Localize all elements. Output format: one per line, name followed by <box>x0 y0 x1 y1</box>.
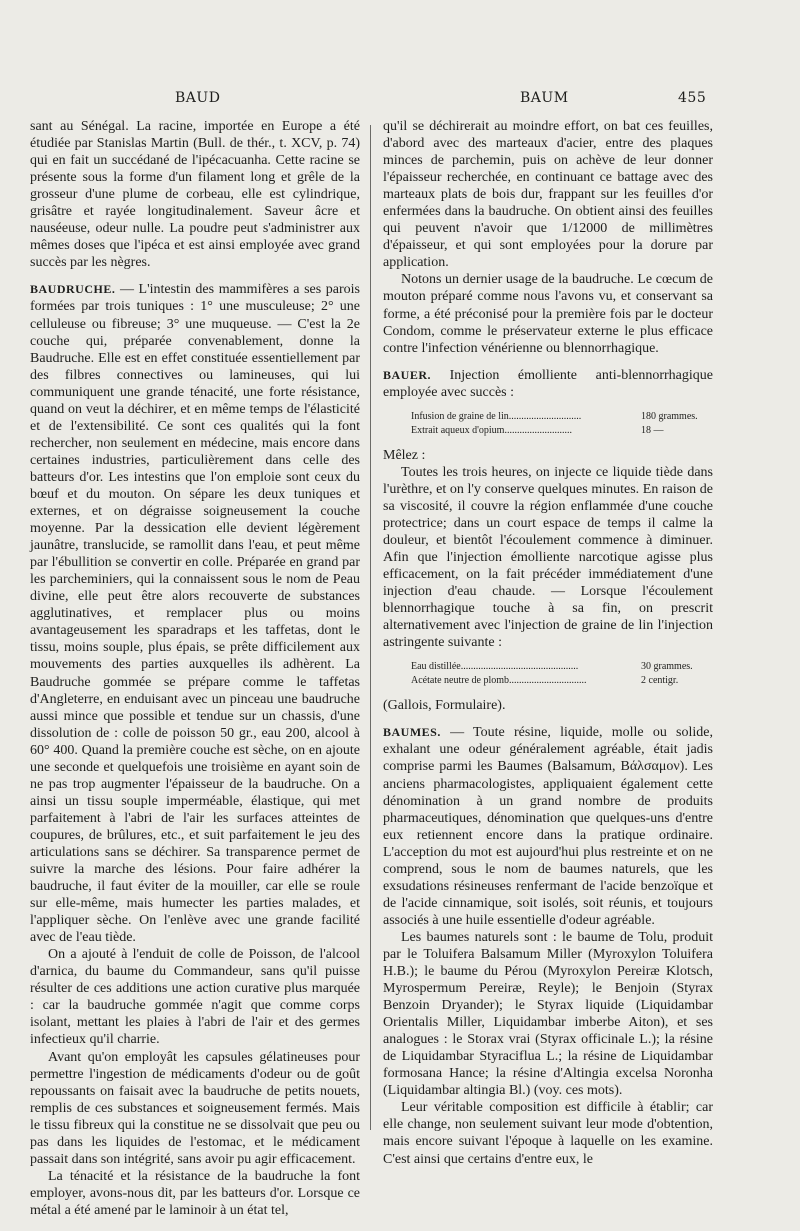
recipe-row <box>411 660 713 674</box>
page-number: 455 <box>678 90 707 106</box>
quantity: 18 — <box>641 424 664 436</box>
entry-head: BAUMES. <box>383 725 441 740</box>
recipe-table <box>411 410 713 438</box>
paragraph-text: Injection émolliente anti-blennorrhagique employée avec succès : <box>383 367 713 400</box>
running-head-center: BAUM <box>520 90 569 106</box>
paragraph: sant au Sénégal. La racine, importée en Europe a été étudiée par Stanislas Martin (Bull. de thér., t. XCV, p. 74) qui en fait un succédané de l'ipécacuanha. Cette racine se présente sous la forme d'un filament long et grêle de la grosseur d'une plume de corbeau, elle est cylindrique, grisâtre et rayée longitudinalement. Saveur âcre et nauséeuse, odeur nulle. La poudre peut s'administrer aux mêmes doses que l'ipéca et est ainsi employée avec grand succès par les nègres. <box>30 119 360 271</box>
recipe-row <box>411 674 713 688</box>
paragraph: qu'il se déchirerait au moindre effort, on bat ces feuilles, d'abord avec des marteaux d'acier, entre des plaques minces de parchemin, puis on achève de leur donner l'épaisseur recherchée, en continuant ce battage avec des marteaux plats de bois dur, frappant sur les feuilles d'or enfermées dans la baudruche. On obtient ainsi des feuilles qui peuvent n'avoir que 1/12000 de millimètres d'épaisseur, et qui sont employées pour la dorure par application. <box>383 119 713 271</box>
paragraph-text: — L'intestin des mammifères a ses parois formées par trois tuniques : 1° une musculeuse; 2° une celluleuse ou fibreuse; 3° une muqueuse. — C'est la 2e couche qui, préparée convenablement, donne la Baudruche. Elle est en effet constituée essentiellement par des filbres connectives ou lamineuses, qui lui communiquent une grande ténacité, une forte résistance, quand on veut la déchirer, et en même temps de l'élasticité et de l'extensibilité. Ce sont ces qualités qui la font rechercher, non seulement en médecine, mais encore dans certaines industries, particulièrement dans celle des batteurs d'or. Les intestins que l'on emploie sont ceux du bœuf et du mouton. On sépare les deux tuniques et externes, et on dégraisse soigneusement la couche moyenne. Par la dessication elle devient légèrement jaunâtre, translucide, se ramollit dans l'eau, et peut même par l'ébullition se convertir en colle. Préparée en grand par les parcheminiers, qui la connaissent sous le nom de Peau divine, elle peut être alors recouverte de substances agglutinatives, et remplacer plus ou moins avantageusement les sparadraps et les taffetas, dont le tissu, moins souple, plus épais, se prête difficilement aux mouvements des parties auxquelles ils adhèrent. La Baudruche gommée se prépare comme le taffetas d'Angleterre, en enduisant avec un pinceau une baudruche aussi mince que possible et tendue sur un chassis, d'une dissolution de : colle de poisson 50 gr., eau 200, alcool à 60° 400. Quand la première couche est sèche, on en ajoute une seconde et quelquefois une troisième en ayant soin de ne pas trop augmenter l'épaisseur de la baudruche. On a ainsi un tissu souple imperméable, élastique, qui met parfaitement à l'abri de l'air les surfaces atteintes de coupures, de brûlures, etc., et suit parfaitement le jeu des articulations sans se déchirer. Sa transparence permet de suivre la marche des lésions. Pour faire adhérer la baudruche, il faut éviter de la mouiller, car elle se roule sur elle-même, mais humecter les parties malades, et l'appliquer sèche. On l'enlève avec une grande facilité avec de l'eau tiède. <box>30 282 360 946</box>
ingredient: Eau distillée............................................... <box>411 661 579 673</box>
recipe-table <box>411 660 713 688</box>
paragraph: Toutes les trois heures, on injecte ce liquide tiède dans l'urèthre, et on l'y conserve quelques minutes. En raison de sa viscosité, il couvre la région enflammée d'une couche protectrice; dans un court espace de temps il calme la douleur, et bientôt l'écoulement commence à diminuer. Afin que l'injection émolliente narcotique agisse plus efficacement, on la fait précéder immédiatement d'une injection d'eau chaude. — Lorsque l'écoulement blennorrhagique touche à sa fin, on prescrit alternativement avec l'injection de graine de lin l'injection astringente suivante : <box>383 464 713 651</box>
paragraph: Notons un dernier usage de la baudruche. Le cœcum de mouton préparé comme nous l'avons vu, et conservant sa forme, a été préconisé pour la première fois par le docteur Condom, comme le préservateur externe le plus efficace contre l'infection vénérienne ou blennorrhagique. <box>383 272 713 356</box>
quantity: 2 centigr. <box>641 675 679 687</box>
citation: (Gallois, Formulaire). <box>383 698 506 714</box>
paragraph: Les baumes naturels sont : le baume de Tolu, produit par le Toluifera Balsamum Miller (Myroxylon Toluifera H.B.); le baume du Pérou (Myroxylon Pereiræ Klotsch, Myrospermum Pereiræ, Reyle); le Benjoin (Styrax Benzoin Dryander); le Styrax liquide (Liquidambar Orientalis Miller, Liquidambar imberbe Aiton), et ses analogues : le Storax vrai (Styrax officinale L.); la résine de Liquidambar Styraciflua L.; la résine de Liquidambar formosana Hance; la résine d'Altingia excelsa Noronha (Liquidambar altingia Bl.) (voy. ces mots). <box>383 929 713 1099</box>
paragraph-text: — Toute résine, liquide, molle ou solide, exhalant une odeur généralement agréable, était jadis comprise parmi les Baumes (Balsamum, Βάλσαμον). Les anciens pharmacologistes, appliquaient également cette dénomination à un grand nombre de produits pharmaceutiques, dénomination que quelques-uns d'entre eux retiennent encore dans la pratique ordinaire. L'acception du mot est aujourd'hui plus restreinte et on ne comprend, sous le nom de baumes naturels, que les exsudations résineuses renfermant de l'acide benzoïque et de l'acide cinnamique, soit isolés, soit réunis, et toujours associés à une huile essentielle d'odeur agréable. <box>383 725 713 928</box>
column-divider <box>370 125 371 1130</box>
quantity: 30 grammes. <box>641 661 693 673</box>
paragraph: Leur véritable composition est difficile à établir; car elle change, non seulement suivant leur mode d'obtention, mais encore suivant l'époque à laquelle on les examine. C'est ainsi que certains d'entre eux, le <box>383 1100 713 1167</box>
running-head-left: BAUD <box>175 90 221 106</box>
entry-head: BAUER. <box>383 367 432 382</box>
entry-bauer <box>383 367 713 401</box>
recipe-row <box>411 424 713 438</box>
ingredient: Extrait aqueux d'opium........................... <box>411 424 572 436</box>
paragraph: La ténacité et la résistance de la baudruche la font employer, avons-nous dit, par les batteurs d'or. Lorsque ce métal a été amené par le laminoir à un état tel, <box>30 1168 360 1218</box>
right-column <box>383 118 713 1168</box>
ingredient: Infusion de graine de lin............................. <box>411 410 582 422</box>
entry-baudruche <box>30 281 360 946</box>
left-column <box>30 118 360 1219</box>
entry-baumes <box>383 724 713 929</box>
recipe-row <box>411 410 713 424</box>
paragraph: On a ajouté à l'enduit de colle de Poisson, de l'alcool d'arnica, du baume du Commandeur, sans qu'il puisse résulter de ces additions une action curative plus marquée : car la baudruche gommée n'agit que comme corps isolant, mettant les plaies à l'abri de l'air et des germes infectieux qu'il charrie. <box>30 947 360 1048</box>
entry-head: BAUDRUCHE. <box>30 282 116 297</box>
ingredient: Acétate neutre de plomb............................... <box>411 675 587 687</box>
quantity: 180 grammes. <box>641 410 698 422</box>
paragraph: Mêlez : <box>383 447 426 463</box>
paragraph: Avant qu'on employât les capsules gélatineuses pour permettre l'ingestion de médicaments d'odeur ou de goût repoussants on faisait avec la baudruche de petits nouets, remplis de ces substances et soigneusement fermés. Mais le tissu fibreux qui la constitue ne se dissolvait que peu ou pas dans les liquides de l'estomac, et le médicament passait dans son intégrité, sans avoir pu agir efficacement. <box>30 1049 360 1167</box>
